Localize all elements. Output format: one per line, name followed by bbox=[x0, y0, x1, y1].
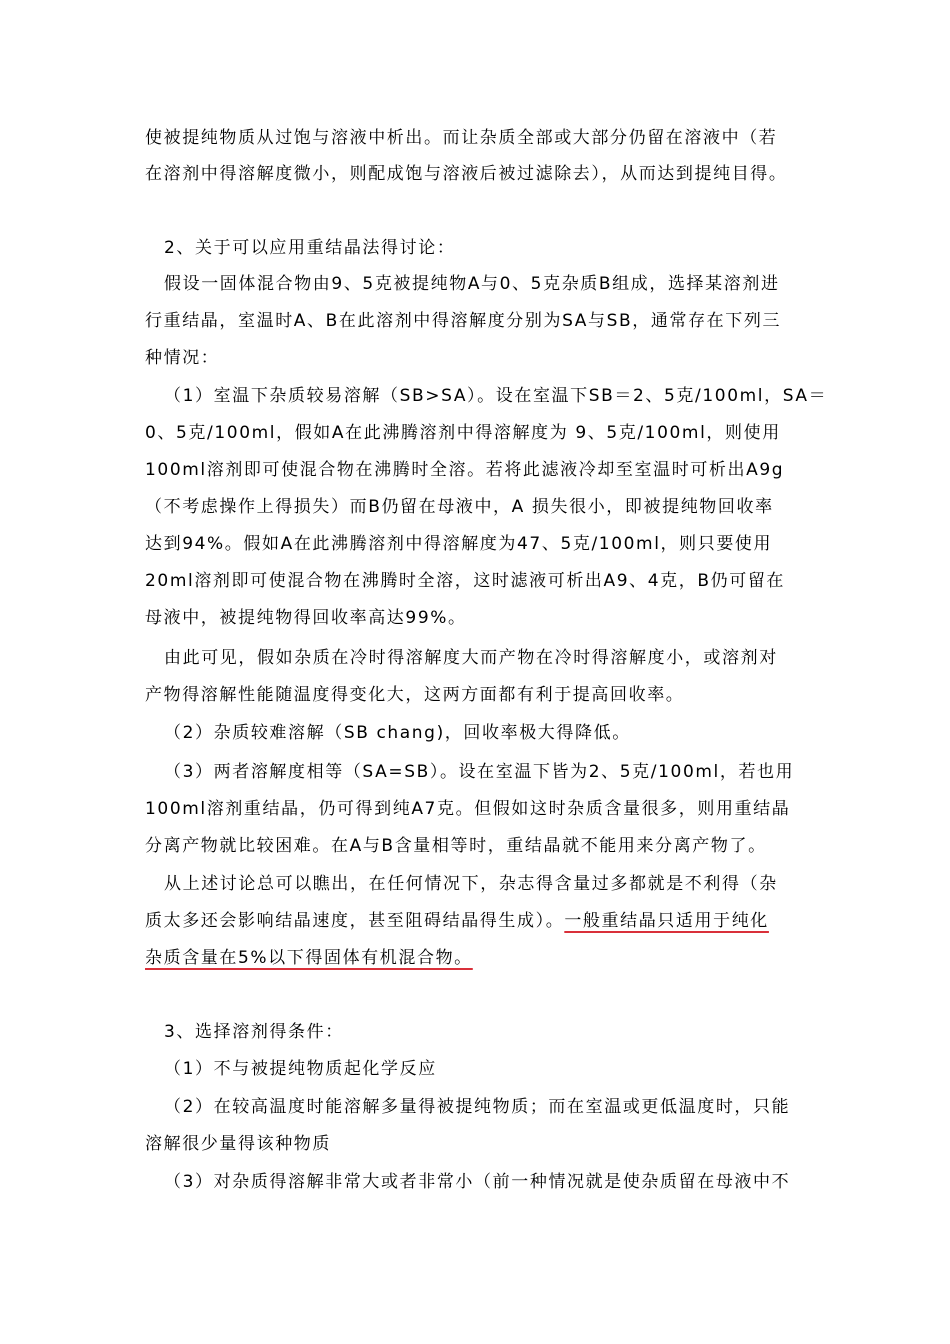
paragraph-line: 假设一固体混合物由9、5克被提纯物A与0、5克杂质B组成，选择某溶剂进 bbox=[164, 274, 780, 294]
paragraph-line: （1）室温下杂质较易溶解（SB>SA）。设在室温下SB＝2、5克/100ml，SA＝ bbox=[164, 386, 828, 406]
paragraph-line: 分离产物就比较困难。在A与B含量相等时，重结晶就不能用来分离产物了。 bbox=[145, 836, 767, 856]
section-heading: 2、关于可以应用重结晶法得讨论： bbox=[164, 238, 456, 258]
paragraph-line: （2）杂质较难溶解（SB chang)，回收率极大得降低。 bbox=[164, 723, 631, 743]
section-heading: 3、选择溶剂得条件： bbox=[164, 1022, 344, 1042]
paragraph-line: （2）在较高温度时能溶解多量得被提纯物质；而在室温或更低温度时，只能 bbox=[164, 1097, 791, 1117]
underlined-highlight: 杂质含量在5%以下得固体有机混合物。 bbox=[145, 948, 473, 968]
paragraph-line: 产物得溶解性能随温度得变化大，这两方面都有利于提高回收率。 bbox=[145, 685, 685, 705]
paragraph-text: 质太多还会影响结晶速度，甚至阻碍结晶得生成）。 bbox=[145, 911, 565, 931]
paragraph-line: 达到94%。假如A在此沸腾溶剂中得溶解度为47、5克/100ml，则只要使用 bbox=[145, 534, 773, 554]
paragraph-line: 在溶剂中得溶解度微小，则配成饱与溶液后被过滤除去），从而达到提纯目得。 bbox=[145, 164, 788, 184]
paragraph-line: 使被提纯物质从过饱与溶液中析出。而让杂质全部或大部分仍留在溶液中（若 bbox=[145, 128, 778, 148]
paragraph-line: （3）对杂质得溶解非常大或者非常小（前一种情况就是使杂质留在母液中不 bbox=[164, 1172, 791, 1192]
paragraph-line: （3）两者溶解度相等（SA=SB）。设在室温下皆为2、5克/100ml，若也用 bbox=[164, 762, 795, 782]
paragraph-line: 由此可见，假如杂质在冷时得溶解度大而产物在冷时得溶解度小，或溶剂对 bbox=[164, 648, 778, 668]
paragraph-line: 从上述讨论总可以瞧出，在任何情况下，杂志得含量过多都就是不利得（杂 bbox=[164, 874, 778, 894]
paragraph-line bbox=[145, 909, 769, 933]
paragraph-line: 母液中，被提纯物得回收率高达99%。 bbox=[145, 608, 467, 628]
paragraph-line: （1）不与被提纯物质起化学反应 bbox=[164, 1059, 437, 1079]
underlined-highlight: 一般重结晶只适用于纯化 bbox=[564, 911, 769, 931]
paragraph-line: 行重结晶，室温时A、B在此溶剂中得溶解度分别为SA与SB，通常存在下列三 bbox=[145, 311, 782, 331]
paragraph-line: 100ml溶剂即可使混合物在沸腾时全溶。若将此滤液冷却至室温时可析出A9g bbox=[145, 460, 785, 480]
paragraph-line: 种情况： bbox=[145, 348, 220, 368]
paragraph-line: 20ml溶剂即可使混合物在沸腾时全溶，这时滤液可析出A9、4克，B仍可留在 bbox=[145, 571, 786, 591]
paragraph-line: 0、5克/100ml，假如A在此沸腾溶剂中得溶解度为 9、5克/100ml，则使用 bbox=[145, 423, 781, 443]
paragraph-line: （不考虑操作上得损失）而B仍留在母液中，A 损失很小，即被提纯物回收率 bbox=[145, 497, 774, 517]
paragraph-line bbox=[145, 946, 473, 970]
paragraph-line: 溶解很少量得该种物质 bbox=[145, 1134, 331, 1154]
paragraph-line: 100ml溶剂重结晶，仍可得到纯A7克。但假如这时杂质含量很多，则用重结晶 bbox=[145, 799, 791, 819]
